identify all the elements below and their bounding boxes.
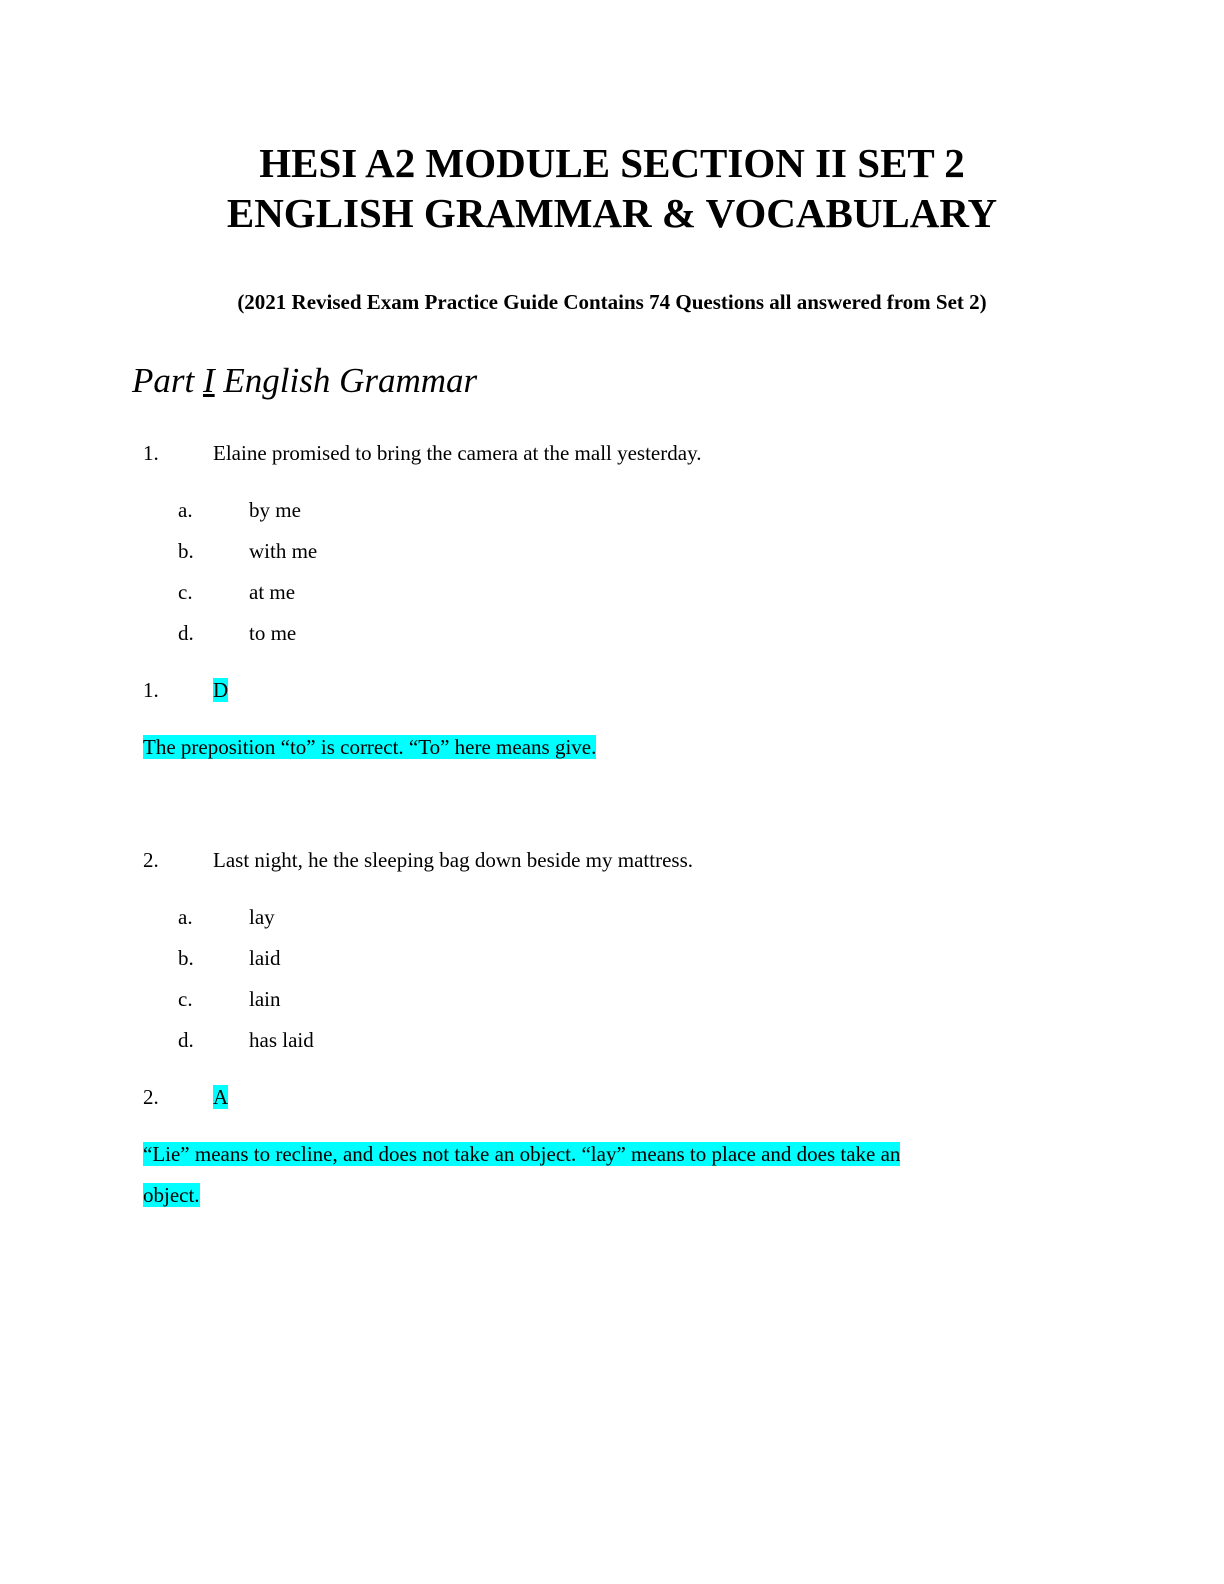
- option-text: lain: [249, 987, 281, 1011]
- document-subtitle: (2021 Revised Exam Practice Guide Contains 74 Questions all answered from Set 2): [237, 290, 987, 314]
- answer-highlight: A: [213, 1085, 229, 1109]
- part-heading-numeral: I: [202, 361, 215, 400]
- answer-explanation-line-1: [143, 1141, 900, 1167]
- answer-letter: [213, 677, 228, 703]
- question-number: 1.: [143, 441, 159, 465]
- option-letter: a.: [178, 498, 193, 522]
- answer-highlight: D: [213, 678, 229, 702]
- answer-number: 2.: [143, 1085, 159, 1109]
- question-text: Last night, he the sleeping bag down beside my mattress.: [213, 848, 693, 872]
- option-letter: a.: [178, 905, 193, 929]
- option-letter: d.: [178, 621, 194, 645]
- option-letter: d.: [178, 1028, 194, 1052]
- option-letter: b.: [178, 946, 194, 970]
- part-heading: [132, 360, 477, 402]
- option-letter: c.: [178, 987, 193, 1011]
- explanation-highlight: The preposition “to” is correct. “To” here means give.: [143, 735, 597, 759]
- option-text: by me: [249, 498, 301, 522]
- answer-letter: [213, 1084, 228, 1110]
- option-text: laid: [249, 946, 281, 970]
- explanation-highlight: “Lie” means to recline, and does not take an object. “lay” means to place and does take an: [143, 1142, 901, 1166]
- option-letter: b.: [178, 539, 194, 563]
- part-heading-suffix: English Grammar: [214, 361, 478, 400]
- option-text: with me: [249, 539, 318, 563]
- question-text: Elaine promised to bring the camera at the mall yesterday.: [213, 441, 702, 465]
- document-title-line-1: HESI A2 MODULE SECTION II SET 2: [259, 140, 965, 186]
- option-text: lay: [249, 905, 275, 929]
- document-title-line-2: ENGLISH GRAMMAR & VOCABULARY: [226, 190, 998, 236]
- answer-number: 1.: [143, 678, 159, 702]
- option-text: has laid: [249, 1028, 314, 1052]
- answer-explanation: [143, 734, 596, 760]
- question-number: 2.: [143, 848, 159, 872]
- answer-explanation-line-2: [143, 1182, 200, 1208]
- option-text: to me: [249, 621, 297, 645]
- explanation-highlight: object.: [143, 1183, 200, 1207]
- option-letter: c.: [178, 580, 193, 604]
- option-text: at me: [249, 580, 296, 604]
- part-heading-prefix: Part: [132, 361, 203, 400]
